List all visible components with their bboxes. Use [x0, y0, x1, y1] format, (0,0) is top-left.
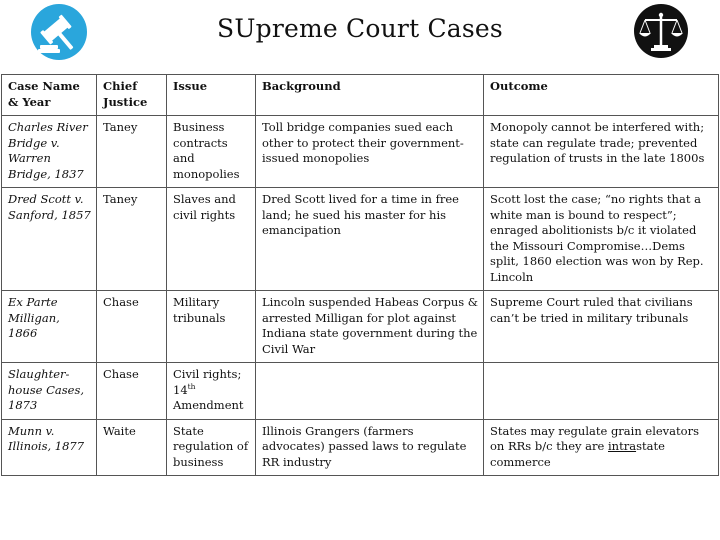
chief-justice-cell: Taney	[97, 116, 167, 188]
outcome-cell: Scott lost the case; “no rights that a white man is bound to respect”; enraged abolitionists b/c it violated the Missouri Compromise…Dems split, 1860 election was won by Rep. Lincoln	[484, 188, 719, 291]
table-row	[2, 291, 719, 363]
underlined-term: intra	[608, 439, 637, 453]
outcome-cell: Supreme Court ruled that civilians can’t be tried in military tribunals	[484, 291, 719, 363]
header-background: Background	[256, 75, 484, 116]
header-issue: Issue	[167, 75, 256, 116]
page-title: SUpreme Court Cases	[217, 14, 503, 43]
chief-justice-cell: Chase	[97, 291, 167, 363]
outcome-text: States may regulate grain elevators on RRs b/c they are	[490, 423, 699, 453]
issue-text-end: Amendment	[173, 398, 244, 412]
cases-table	[1, 74, 719, 476]
issue-text: Civil rights; 14	[173, 367, 242, 397]
table-row	[2, 363, 719, 420]
ordinal-suffix: th	[187, 381, 196, 391]
chief-justice-cell: Chase	[97, 363, 167, 420]
case-name-cell: Charles River Bridge v. Warren Bridge, 1837	[2, 116, 97, 188]
case-name-cell: Ex Parte Milligan, 1866	[2, 291, 97, 363]
table-row	[2, 188, 719, 291]
header-chief-justice: Chief Justice	[97, 75, 167, 116]
case-name-cell: Slaughter-house Cases, 1873	[2, 363, 97, 420]
background-cell	[256, 363, 484, 420]
background-cell: Toll bridge companies sued each other to protect their government-issued monopolies	[256, 116, 484, 188]
chief-justice-cell: Taney	[97, 188, 167, 291]
header-outcome: Outcome	[484, 75, 719, 116]
gavel-icon	[30, 3, 88, 61]
issue-cell: Slaves and civil rights	[167, 188, 256, 291]
background-cell: Lincoln suspended Habeas Corpus & arrested Milligan for plot against Indiana state government during the Civil War	[256, 291, 484, 363]
case-name-cell: Munn v. Illinois, 1877	[2, 419, 97, 476]
background-cell: Dred Scott lived for a time in free land; he sued his master for his emancipation	[256, 188, 484, 291]
header-case-name: Case Name & Year	[2, 75, 97, 116]
table-header-row	[2, 75, 719, 116]
table-row	[2, 419, 719, 476]
outcome-cell	[484, 419, 719, 476]
issue-cell: State regulation of business	[167, 419, 256, 476]
outcome-cell: Monopoly cannot be interfered with; state can regulate trade; prevented regulation of trusts in the late 1800s	[484, 116, 719, 188]
outcome-cell	[484, 363, 719, 420]
background-cell: Illinois Grangers (farmers advocates) passed laws to regulate RR industry	[256, 419, 484, 476]
outcome-text-end: state commerce	[490, 439, 665, 469]
issue-cell: Business contracts and monopolies	[167, 116, 256, 188]
chief-justice-cell: Waite	[97, 419, 167, 476]
scales-of-justice-icon	[633, 3, 689, 59]
table-row	[2, 116, 719, 188]
issue-cell	[167, 363, 256, 420]
case-name-cell: Dred Scott v. Sanford, 1857	[2, 188, 97, 291]
issue-cell: Military tribunals	[167, 291, 256, 363]
